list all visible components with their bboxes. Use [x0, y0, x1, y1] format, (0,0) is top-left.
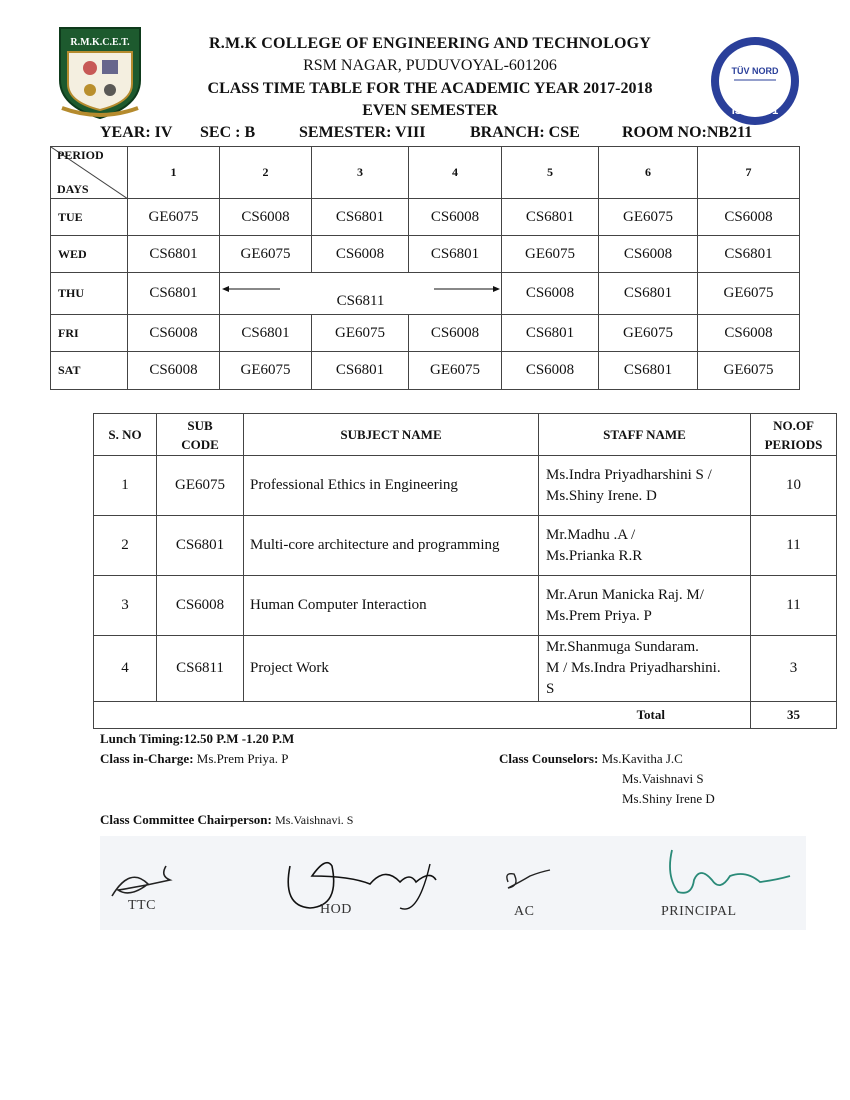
table-row — [94, 456, 837, 516]
svg-text:TÜV NORD: TÜV NORD — [731, 66, 779, 76]
lunch-value: 12.50 P.M -1.20 P.M — [183, 731, 295, 746]
college-name: R.M.K COLLEGE OF ENGINEERING AND TECHNOLOGY — [209, 35, 651, 52]
sno-cell: 4 — [94, 636, 157, 702]
staff-line: M / Ms.Indra Priyadharshini. — [546, 660, 721, 676]
signature-label-ac: AC — [514, 904, 535, 919]
staff-line: Ms.Prem Priya. P — [546, 607, 652, 624]
day-label: TUE — [51, 199, 128, 236]
sub-code-cell: CS6811 — [157, 636, 244, 702]
project-work-label: CS6811 — [336, 293, 385, 309]
sno-cell: 3 — [94, 576, 157, 636]
table-row — [94, 576, 837, 636]
subject-name-header: SUBJECT NAME — [244, 414, 539, 456]
timetable-header-row — [51, 147, 800, 199]
iso-certification-logo — [708, 34, 802, 128]
timetable-cell: CS6008 — [698, 315, 800, 352]
staff-name-cell — [539, 516, 751, 576]
branch-info: BRANCH: CSE — [470, 124, 580, 141]
timetable-row-thu — [51, 273, 800, 315]
corner-cell — [51, 147, 128, 199]
sno-cell: 1 — [94, 456, 157, 516]
staff-name-cell — [539, 576, 751, 636]
period-number: 3 — [312, 147, 409, 199]
sub-code-cell: CS6008 — [157, 576, 244, 636]
periods-header-line1: NO.OF — [773, 417, 814, 433]
sno-cell: 2 — [94, 516, 157, 576]
periods-cell: 3 — [751, 636, 837, 702]
periods-header-line2: PERIODS — [764, 436, 823, 452]
signature-label-principal: PRINCIPAL — [661, 904, 737, 919]
staff-line: Mr.Madhu .A / — [546, 526, 636, 543]
staff-line: Mr.Arun Manicka Raj. M/ — [546, 586, 704, 603]
timetable-cell: CS6801 — [220, 315, 312, 352]
subject-name-cell: Multi-core architecture and programming — [244, 516, 539, 576]
signature-area — [100, 836, 806, 930]
timetable-cell: CS6801 — [599, 273, 698, 315]
counselor-name: Ms.Shiny Irene D — [622, 791, 715, 806]
total-row — [94, 702, 837, 729]
timetable-cell: CS6008 — [220, 199, 312, 236]
period-label: PERIOD — [57, 148, 104, 162]
semester-info: SEMESTER: VIII — [299, 124, 426, 141]
timetable-cell: CS6008 — [599, 236, 698, 273]
period-number: 2 — [220, 147, 312, 199]
class-in-charge — [100, 751, 289, 767]
timetable-cell: CS6801 — [128, 273, 220, 315]
sub-code-header-line2: CODE — [181, 436, 219, 452]
total-value: 35 — [751, 702, 837, 729]
section-info: SEC : B — [200, 124, 256, 141]
document-title: CLASS TIME TABLE FOR THE ACADEMIC YEAR 2017-2018 — [207, 80, 653, 97]
timetable-cell: GE6075 — [698, 273, 800, 315]
timetable-cell: CS6008 — [128, 315, 220, 352]
timetable-cell: GE6075 — [409, 352, 502, 390]
svg-text:ISO 9001: ISO 9001 — [731, 105, 779, 117]
staff-line: Ms.Prianka R.R — [546, 547, 643, 564]
timetable-cell: GE6075 — [128, 199, 220, 236]
subject-staff-table — [93, 413, 837, 729]
svg-text:R.M.K.C.E.T.: R.M.K.C.E.T. — [70, 37, 130, 48]
total-label: Total — [94, 702, 751, 729]
chair-label: Class Committee Chairperson: — [100, 812, 272, 827]
staff-name-cell — [539, 636, 751, 702]
timetable-cell: CS6008 — [502, 352, 599, 390]
timetable-cell: GE6075 — [599, 199, 698, 236]
lunch-timing — [100, 731, 294, 747]
day-label: FRI — [51, 315, 128, 352]
committee-chairperson — [100, 812, 353, 828]
periods-cell: 11 — [751, 516, 837, 576]
timetable-cell: GE6075 — [502, 236, 599, 273]
semester-type: EVEN SEMESTER — [362, 102, 498, 119]
timetable-cell: GE6075 — [312, 315, 409, 352]
college-address: RSM NAGAR, PUDUVOYAL-601206 — [303, 57, 557, 74]
sub-code-header — [157, 414, 244, 456]
room-info: ROOM NO:NB211 — [622, 124, 753, 141]
subject-name-cell: Human Computer Interaction — [244, 576, 539, 636]
days-label: DAYS — [57, 182, 89, 196]
staff-line: Ms.Shiny Irene. D — [546, 487, 657, 504]
period-number: 1 — [128, 147, 220, 199]
project-work-span — [220, 273, 502, 315]
periods-header — [751, 414, 837, 456]
staff-name-cell — [539, 456, 751, 516]
timetable-cell: CS6008 — [502, 273, 599, 315]
sub-code-header-line1: SUB — [187, 417, 213, 433]
timetable-cell: GE6075 — [220, 236, 312, 273]
timetable-cell: CS6801 — [502, 199, 599, 236]
period-number: 4 — [409, 147, 502, 199]
sub-code-cell: CS6801 — [157, 516, 244, 576]
sno-header: S. NO — [94, 414, 157, 456]
timetable-row-wed — [51, 236, 800, 273]
day-label: SAT — [51, 352, 128, 390]
timetable-cell: CS6801 — [409, 236, 502, 273]
timetable-cell: CS6008 — [698, 199, 800, 236]
timetable-row-tue — [51, 199, 800, 236]
year-info: YEAR: IV — [100, 124, 173, 141]
subject-table-header — [94, 414, 837, 456]
college-logo — [54, 22, 146, 120]
day-label: WED — [51, 236, 128, 273]
staff-line: S — [546, 681, 555, 697]
timetable-cell: CS6008 — [128, 352, 220, 390]
timetable-cell: GE6075 — [599, 315, 698, 352]
day-label: THU — [51, 273, 128, 315]
period-number: 7 — [698, 147, 800, 199]
period-number: 6 — [599, 147, 698, 199]
timetable-row-sat — [51, 352, 800, 390]
counselor-name: Ms.Vaishnavi S — [622, 771, 704, 786]
periods-cell: 10 — [751, 456, 837, 516]
signature-label-hod: HOD — [320, 902, 352, 917]
chair-value: Ms.Vaishnavi. S — [275, 813, 354, 827]
timetable-cell: GE6075 — [698, 352, 800, 390]
timetable-cell: CS6801 — [698, 236, 800, 273]
timetable-cell: CS6801 — [312, 352, 409, 390]
timetable-row-fri — [51, 315, 800, 352]
period-number: 5 — [502, 147, 599, 199]
timetable-cell: CS6801 — [312, 199, 409, 236]
counselor-name: Ms.Kavitha J.C — [601, 751, 683, 766]
lunch-label: Lunch Timing: — [100, 731, 184, 746]
staff-name-header: STAFF NAME — [539, 414, 751, 456]
timetable-cell: CS6008 — [409, 315, 502, 352]
timetable-cell: CS6801 — [599, 352, 698, 390]
timetable-cell: GE6075 — [220, 352, 312, 390]
timetable-cell: CS6008 — [312, 236, 409, 273]
subject-name-cell: Project Work — [244, 636, 539, 702]
class-timetable — [50, 146, 800, 390]
table-row — [94, 636, 837, 702]
periods-cell: 11 — [751, 576, 837, 636]
incharge-label: Class in-Charge: — [100, 751, 194, 766]
sub-code-cell: GE6075 — [157, 456, 244, 516]
subject-name-cell: Professional Ethics in Engineering — [244, 456, 539, 516]
timetable-cell: CS6801 — [502, 315, 599, 352]
counselors-label: Class Counselors: — [499, 751, 599, 766]
signature-label-ttc: TTC — [128, 898, 156, 913]
staff-line: Mr.Shanmuga Sundaram. — [546, 639, 699, 655]
table-row — [94, 516, 837, 576]
staff-line: Ms.Indra Priyadharshini S / — [546, 466, 712, 483]
timetable-cell: CS6008 — [409, 199, 502, 236]
incharge-value: Ms.Prem Priya. P — [196, 751, 289, 766]
class-counselors — [499, 751, 683, 767]
timetable-cell: CS6801 — [128, 236, 220, 273]
